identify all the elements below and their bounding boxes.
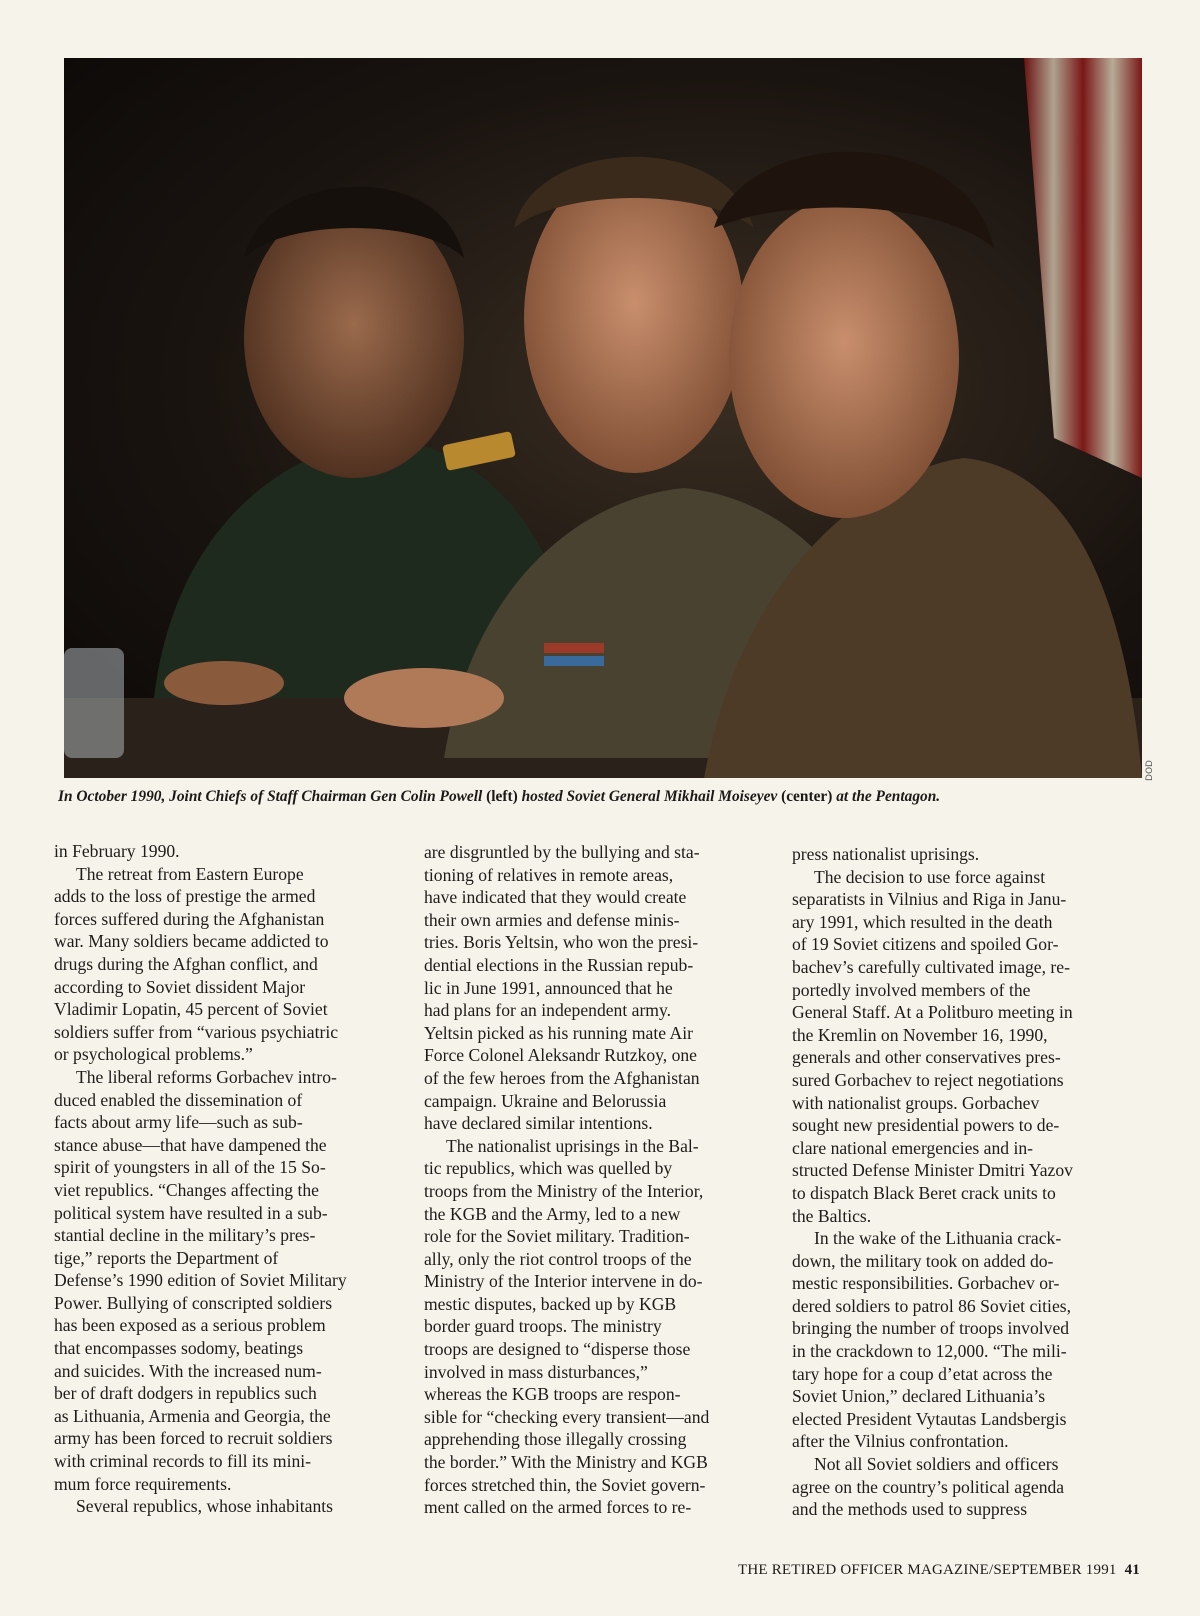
text-line: Vladimir Lopatin, 45 percent of Soviet: [54, 999, 328, 1020]
text-line: tioning of relatives in remote areas,: [424, 864, 674, 885]
text-line: mum force requirements.: [54, 1473, 232, 1494]
text-line: with nationalist groups. Gorbachev: [792, 1092, 1040, 1113]
text-line: had plans for an independent army.: [424, 1000, 672, 1021]
article-column-3: [792, 843, 1132, 1521]
page-number: 41: [1124, 1562, 1140, 1578]
text-line: separatists in Vilnius and Riga in Janu-: [792, 889, 1067, 910]
text-line: or psychological problems.”: [54, 1044, 253, 1065]
text-line: ment called on the armed forces to re-: [424, 1497, 692, 1518]
publication-name: THE RETIRED OFFICER MAGAZINE/SEPTEMBER 1991: [737, 1562, 1117, 1578]
text-line: ber of draft dodgers in republics such: [54, 1383, 317, 1404]
text-line: tic republics, which was quelled by: [424, 1158, 673, 1179]
text-line: agree on the country’s political agenda: [792, 1476, 1065, 1497]
text-line: bachev’s carefully cultivated image, re-: [792, 956, 1070, 977]
text-line: The liberal reforms Gorbachev intro-: [76, 1066, 337, 1087]
text-line: Ministry of the Interior intervene in do-: [424, 1271, 703, 1292]
text-line: troops are designed to “disperse those: [424, 1339, 691, 1360]
text-line: bringing the number of troops involved: [792, 1318, 1070, 1339]
caption-part: hosted Soviet General Mikhail Moiseyev: [521, 788, 778, 805]
text-line: clare national emergencies and in-: [792, 1137, 1033, 1158]
text-line: Several republics, whose inhabitants: [76, 1496, 333, 1517]
text-line: mestic disputes, backed up by KGB: [424, 1293, 677, 1314]
text-line: role for the Soviet military. Tradition-: [424, 1226, 690, 1247]
text-line: tries. Boris Yeltsin, who won the presi-: [424, 932, 699, 953]
text-line: Defense’s 1990 edition of Soviet Military: [54, 1270, 347, 1291]
text-line: the Baltics.: [792, 1205, 872, 1226]
article-column-2: [424, 841, 764, 1519]
text-line: troops from the Ministry of the Interior,: [424, 1180, 704, 1201]
caption-part: at the Pentagon.: [836, 788, 941, 805]
text-line: forces stretched thin, the Soviet govern-: [424, 1474, 706, 1495]
text-line: political system have resulted in a sub-: [54, 1202, 328, 1223]
text-line: have declared similar intentions.: [424, 1113, 653, 1134]
photo-credit: DOD: [1145, 760, 1155, 781]
text-line: tary hope for a coup d’etat across the: [792, 1363, 1053, 1384]
page-footer: [640, 1562, 1140, 1579]
text-line: and suicides. With the increased num-: [54, 1360, 322, 1381]
caption-part: In October 1990, Joint Chiefs of Staff Chairman Gen Colin Powell: [58, 788, 483, 805]
text-line: drugs during the Afghan conflict, and: [54, 953, 318, 974]
text-line: sible for “checking every transient—and: [424, 1406, 710, 1427]
text-line: elected President Vytautas Landsbergis: [792, 1408, 1067, 1429]
text-line: spirit of youngsters in all of the 15 So-: [54, 1157, 326, 1178]
text-line: has been exposed as a serious problem: [54, 1315, 326, 1336]
text-line: apprehending those illegally crossing: [424, 1429, 687, 1450]
text-line: of 19 Soviet citizens and spoiled Gor-: [792, 934, 1059, 955]
text-line: The nationalist uprisings in the Bal-: [446, 1135, 699, 1156]
caption-part: (left): [482, 788, 522, 805]
text-line: dered soldiers to patrol 86 Soviet cities,: [792, 1295, 1072, 1316]
text-line: The decision to use force against: [814, 866, 1046, 887]
text-line: after the Vilnius confrontation.: [792, 1431, 1009, 1452]
text-line: army has been forced to recruit soldiers: [54, 1428, 333, 1449]
text-line: to dispatch Black Beret crack units to: [792, 1182, 1056, 1203]
text-line: in February 1990.: [54, 841, 180, 861]
text-line: border guard troops. The ministry: [424, 1316, 662, 1337]
text-line: generals and other conservatives pres-: [792, 1047, 1061, 1068]
text-line: facts about army life—such as sub-: [54, 1112, 303, 1133]
text-line: stantial decline in the military’s pres-: [54, 1225, 316, 1246]
article-column-1: [54, 840, 394, 1518]
text-line: that encompasses sodomy, beatings: [54, 1338, 304, 1359]
text-line: have indicated that they would create: [424, 887, 687, 908]
text-line: are disgruntled by the bullying and sta-: [424, 842, 700, 862]
text-line: Soviet Union,” declared Lithuania’s: [792, 1386, 1046, 1407]
article-photo: [64, 58, 1142, 778]
caption-part: (center): [777, 788, 837, 805]
text-line: the border.” With the Ministry and KGB: [424, 1452, 708, 1473]
text-line: Power. Bullying of conscripted soldiers: [54, 1292, 333, 1313]
text-line: press nationalist uprisings.: [792, 844, 980, 864]
text-line: according to Soviet dissident Major: [54, 976, 306, 997]
text-line: war. Many soldiers became addicted to: [54, 931, 329, 952]
text-line: sured Gorbachev to reject negotiations: [792, 1069, 1064, 1090]
text-line: forces suffered during the Afghanistan: [54, 908, 325, 929]
text-line: adds to the loss of prestige the armed: [54, 886, 316, 907]
text-line: in the crackdown to 12,000. “The mili-: [792, 1341, 1067, 1362]
text-line: campaign. Ukraine and Belorussia: [424, 1090, 667, 1111]
text-line: tige,” reports the Department of: [54, 1247, 279, 1268]
text-line: In the wake of the Lithuania crack-: [814, 1228, 1062, 1249]
text-line: down, the military took on added do-: [792, 1250, 1054, 1271]
text-line: sought new presidential powers to de-: [792, 1115, 1060, 1136]
text-line: General Staff. At a Politburo meeting in: [792, 1002, 1073, 1023]
text-line: as Lithuania, Armenia and Georgia, the: [54, 1405, 331, 1426]
text-line: the Kremlin on November 16, 1990,: [792, 1024, 1048, 1045]
text-line: with criminal records to fill its mini-: [54, 1451, 312, 1472]
text-line: duced enabled the dissemination of: [54, 1089, 303, 1110]
text-line: lic in June 1991, announced that he: [424, 977, 673, 998]
text-line: soldiers suffer from “various psychiatric: [54, 1021, 339, 1042]
text-line: whereas the KGB troops are respon-: [424, 1384, 681, 1405]
text-line: Force Colonel Aleksandr Rutzkoy, one: [424, 1045, 697, 1066]
text-line: involved in mass disturbances,”: [424, 1361, 648, 1382]
text-line: The retreat from Eastern Europe: [76, 863, 304, 884]
text-line: mestic responsibilities. Gorbachev or-: [792, 1273, 1060, 1294]
text-line: their own armies and defense minis-: [424, 909, 680, 930]
text-line: of the few heroes from the Afghanistan: [424, 1067, 700, 1088]
photo-caption: [58, 788, 1148, 806]
text-line: structed Defense Minister Dmitri Yazov: [792, 1160, 1073, 1181]
text-line: ary 1991, which resulted in the death: [792, 911, 1053, 932]
photo-illustration: [64, 58, 1142, 778]
text-line: and the methods used to suppress: [792, 1499, 1028, 1520]
text-line: dential elections in the Russian repub-: [424, 954, 694, 975]
text-line: ally, only the riot control troops of the: [424, 1248, 692, 1269]
text-line: Not all Soviet soldiers and officers: [814, 1454, 1059, 1475]
text-line: the KGB and the Army, led to a new: [424, 1203, 681, 1224]
text-line: stance abuse—that have dampened the: [54, 1134, 327, 1155]
text-line: viet republics. “Changes affecting the: [54, 1179, 319, 1200]
text-line: Yeltsin picked as his running mate Air: [424, 1022, 693, 1043]
text-line: portedly involved members of the: [792, 979, 1031, 1000]
